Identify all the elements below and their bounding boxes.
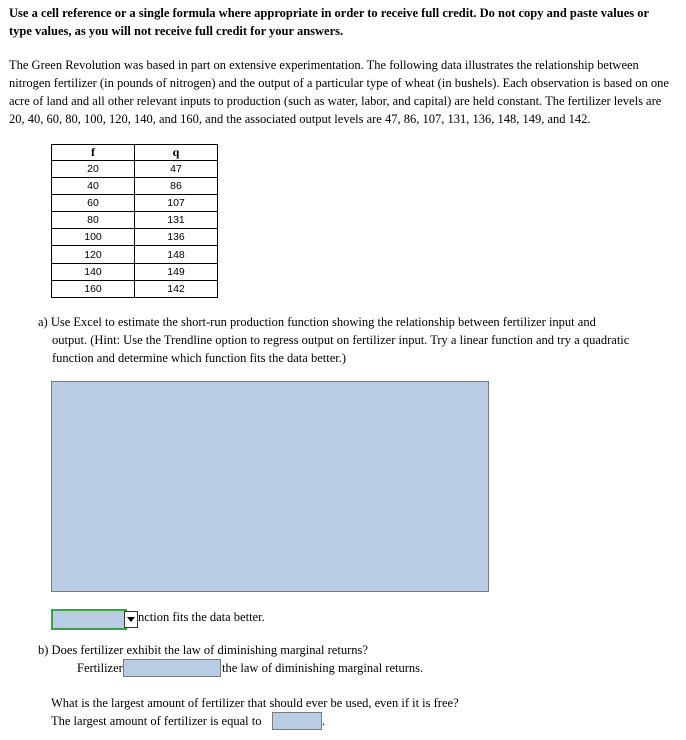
function-choice-suffix: nction fits the data better. — [138, 610, 265, 624]
cell-f: 140 — [52, 263, 135, 280]
table-row — [52, 195, 218, 212]
largest-amount-suffix: . — [322, 714, 326, 728]
cell-q: 148 — [135, 246, 218, 263]
cell-q: 107 — [135, 195, 218, 212]
fertilizer-label: Fertilizer — [77, 661, 123, 675]
table-header-row — [52, 145, 218, 161]
cell-f: 120 — [52, 246, 135, 263]
part-b-question: b) Does fertilizer exhibit the law of diminishing marginal returns? — [38, 643, 368, 657]
answer-area-large[interactable] — [51, 381, 489, 592]
cell-q: 136 — [135, 229, 218, 246]
cell-f: 80 — [52, 212, 135, 229]
cell-q: 142 — [135, 280, 218, 297]
fertilizer-answer-input[interactable] — [123, 659, 221, 677]
column-header-f: f — [52, 145, 135, 161]
part-a-line-2: output. (Hint: Use the Trendline option to regress output on fertilizer input. Try a linear function and try a quadratic — [52, 333, 630, 347]
table-row — [52, 246, 218, 263]
cell-q: 47 — [135, 161, 218, 178]
cell-q: 131 — [135, 212, 218, 229]
table-row — [52, 212, 218, 229]
cell-q: 86 — [135, 178, 218, 195]
cell-q: 149 — [135, 263, 218, 280]
table-row — [52, 263, 218, 280]
cell-f: 40 — [52, 178, 135, 195]
chevron-down-icon[interactable] — [124, 611, 138, 628]
cell-f: 20 — [52, 161, 135, 178]
column-header-q: q — [135, 145, 218, 161]
problem-intro: The Green Revolution was based in part on extensive experimentation. The following data illustrates the relationship between nitrogen fertilizer (in pounds of nitrogen) and the output of a particular type of wheat (in bushels). Each observation is based on one acre of land and all other relevant inputs to production (such as water, labor, and capital) are held constant. The fertilizer levels are 20, 40, 60, 80, 100, 120, 140, and 160, and the associated output levels are 47, 86, 107, 131, 136, 148, 149, and 142. — [9, 58, 669, 126]
cell-f: 100 — [52, 229, 135, 246]
table-row — [52, 161, 218, 178]
largest-amount-question: What is the largest amount of fertilizer that should ever be used, even if it is free? — [51, 696, 459, 710]
fertilizer-suffix: the law of diminishing marginal returns. — [222, 661, 424, 675]
part-a-question — [38, 313, 678, 367]
part-a-line-1: a) Use Excel to estimate the short-run production function showing the relationship between fertilizer input and — [38, 315, 596, 329]
table-row — [52, 280, 218, 297]
table-row — [52, 229, 218, 246]
instructions: Use a cell reference or a single formula where appropriate in order to receive full credit. Do not copy and paste values or type values, as you will not receive full credit for your answers. — [9, 6, 649, 38]
data-table — [51, 144, 218, 298]
table-row — [52, 178, 218, 195]
cell-f: 160 — [52, 280, 135, 297]
largest-amount-input[interactable] — [272, 712, 322, 730]
part-a-line-3: function and determine which function fits the data better.) — [52, 351, 347, 365]
function-choice-select[interactable] — [51, 609, 127, 630]
cell-f: 60 — [52, 195, 135, 212]
largest-amount-label: The largest amount of fertilizer is equal to — [51, 714, 262, 728]
